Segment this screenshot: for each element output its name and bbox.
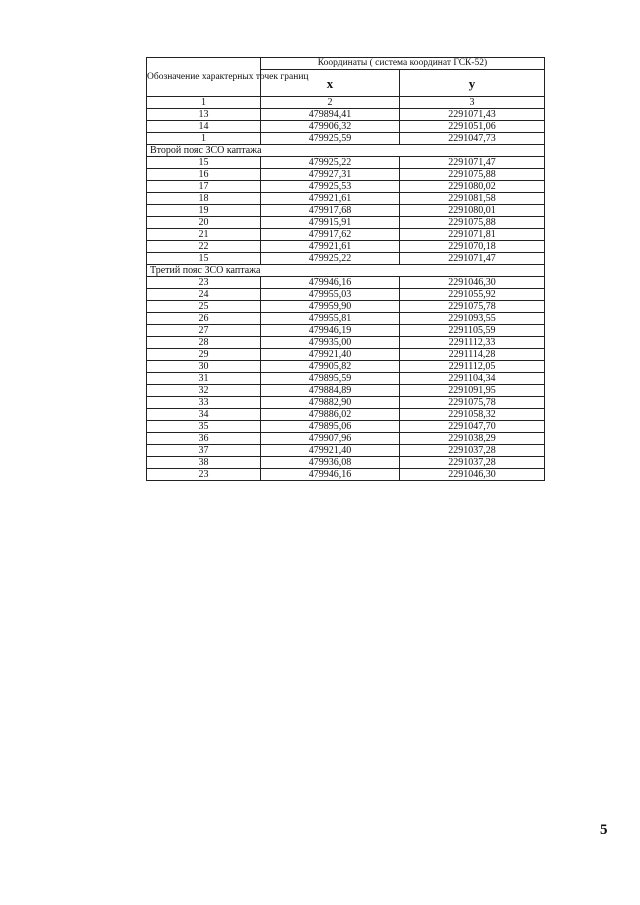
table-row: [147, 433, 545, 445]
x-coordinate-cell: 479925,53: [261, 181, 400, 193]
x-coordinate-cell: 479917,62: [261, 229, 400, 241]
y-coordinate-cell: 2291037,28: [400, 445, 545, 457]
table-row: [147, 373, 545, 385]
table-row: [147, 217, 545, 229]
point-cell: 27: [147, 325, 261, 337]
table-row: [147, 301, 545, 313]
x-coordinate-cell: 479925,22: [261, 157, 400, 169]
y-coordinate-cell: 2291046,30: [400, 469, 545, 481]
x-coordinate-cell: 479946,16: [261, 469, 400, 481]
x-coordinate-cell: 479905,82: [261, 361, 400, 373]
y-coordinate-cell: 2291037,28: [400, 457, 545, 469]
table-row: [147, 421, 545, 433]
point-cell: 21: [147, 229, 261, 241]
y-coordinate-cell: 2291075,78: [400, 301, 545, 313]
point-cell: 31: [147, 373, 261, 385]
y-axis-header: у: [400, 70, 545, 97]
x-coordinate-cell: 479959,90: [261, 301, 400, 313]
table-row: [147, 349, 545, 361]
point-cell: 22: [147, 241, 261, 253]
y-coordinate-cell: 2291091,95: [400, 385, 545, 397]
header-row-top: [147, 58, 545, 70]
x-coordinate-cell: 479895,06: [261, 421, 400, 433]
point-cell: 18: [147, 193, 261, 205]
table-row: [147, 277, 545, 289]
point-cell: 19: [147, 205, 261, 217]
y-coordinate-cell: 2291070,18: [400, 241, 545, 253]
x-coordinate-cell: 479927,31: [261, 169, 400, 181]
y-coordinate-cell: 2291071,47: [400, 157, 545, 169]
x-coordinate-cell: 479907,96: [261, 433, 400, 445]
y-coordinate-cell: 2291071,43: [400, 109, 545, 121]
point-cell: 25: [147, 301, 261, 313]
table-row: [147, 409, 545, 421]
x-coordinate-cell: 479921,61: [261, 193, 400, 205]
x-coordinate-cell: 479882,90: [261, 397, 400, 409]
point-cell: 15: [147, 157, 261, 169]
section-title: Второй пояс ЗСО каптажа: [147, 145, 545, 157]
y-coordinate-cell: 2291093,55: [400, 313, 545, 325]
point-cell: 13: [147, 109, 261, 121]
x-coordinate-cell: 479946,16: [261, 277, 400, 289]
x-coordinate-cell: 479946,19: [261, 325, 400, 337]
point-cell: 16: [147, 169, 261, 181]
y-coordinate-cell: 2291114,28: [400, 349, 545, 361]
x-coordinate-cell: 479955,81: [261, 313, 400, 325]
coordinates-system-header: Координаты ( система координат ГСК-52): [261, 58, 545, 70]
x-coordinate-cell: 479921,40: [261, 445, 400, 457]
y-coordinate-cell: 2291046,30: [400, 277, 545, 289]
y-coordinate-cell: 2291058,32: [400, 409, 545, 421]
point-cell: 28: [147, 337, 261, 349]
section-title-row: [147, 265, 545, 277]
point-cell: 24: [147, 289, 261, 301]
x-coordinate-cell: 479936,08: [261, 457, 400, 469]
point-cell: 35: [147, 421, 261, 433]
table-row: [147, 397, 545, 409]
y-coordinate-cell: 2291104,34: [400, 373, 545, 385]
point-cell: 23: [147, 277, 261, 289]
point-cell: 33: [147, 397, 261, 409]
section-title-row: [147, 145, 545, 157]
column-number-2: 2: [261, 97, 400, 109]
y-coordinate-cell: 2291080,01: [400, 205, 545, 217]
column-number-1: 1: [147, 97, 261, 109]
point-cell: 30: [147, 361, 261, 373]
table-row: [147, 181, 545, 193]
y-coordinate-cell: 2291080,02: [400, 181, 545, 193]
table-row: [147, 229, 545, 241]
y-coordinate-cell: 2291075,88: [400, 169, 545, 181]
y-coordinate-cell: 2291071,81: [400, 229, 545, 241]
point-cell: 20: [147, 217, 261, 229]
x-coordinate-cell: 479895,59: [261, 373, 400, 385]
table-row: [147, 253, 545, 265]
x-coordinate-cell: 479921,40: [261, 349, 400, 361]
page-number: 5: [600, 822, 608, 838]
table-row: [147, 313, 545, 325]
x-coordinate-cell: 479906,32: [261, 121, 400, 133]
y-coordinate-cell: 2291047,70: [400, 421, 545, 433]
y-coordinate-cell: 2291112,33: [400, 337, 545, 349]
table-row: [147, 445, 545, 457]
table-row: [147, 469, 545, 481]
point-cell: 32: [147, 385, 261, 397]
column-numbers-row: [147, 97, 545, 109]
point-cell: 36: [147, 433, 261, 445]
coordinates-table-body: [147, 58, 545, 481]
x-coordinate-cell: 479921,61: [261, 241, 400, 253]
point-cell: 15: [147, 253, 261, 265]
point-cell: 17: [147, 181, 261, 193]
section-title: Третий пояс ЗСО каптажа: [147, 265, 545, 277]
table-row: [147, 109, 545, 121]
point-cell: 34: [147, 409, 261, 421]
point-cell: 26: [147, 313, 261, 325]
x-axis-header: x: [261, 70, 400, 97]
table-row: [147, 205, 545, 217]
x-coordinate-cell: 479884,89: [261, 385, 400, 397]
point-cell: 14: [147, 121, 261, 133]
table-row: [147, 289, 545, 301]
y-coordinate-cell: 2291075,78: [400, 397, 545, 409]
y-coordinate-cell: 2291105,59: [400, 325, 545, 337]
point-designation-header: Обозначение характерных точек границ: [147, 58, 261, 97]
x-coordinate-cell: 479925,22: [261, 253, 400, 265]
table-row: [147, 169, 545, 181]
point-cell: 29: [147, 349, 261, 361]
x-coordinate-cell: 479886,02: [261, 409, 400, 421]
point-cell: 1: [147, 133, 261, 145]
y-coordinate-cell: 2291051,06: [400, 121, 545, 133]
table-row: [147, 361, 545, 373]
x-coordinate-cell: 479955,03: [261, 289, 400, 301]
y-coordinate-cell: 2291071,47: [400, 253, 545, 265]
y-coordinate-cell: 2291038,29: [400, 433, 545, 445]
point-cell: 38: [147, 457, 261, 469]
y-coordinate-cell: 2291081,58: [400, 193, 545, 205]
y-coordinate-cell: 2291047,73: [400, 133, 545, 145]
table-row: [147, 325, 545, 337]
table-row: [147, 337, 545, 349]
x-coordinate-cell: 479915,91: [261, 217, 400, 229]
y-coordinate-cell: 2291075,88: [400, 217, 545, 229]
x-coordinate-cell: 479917,68: [261, 205, 400, 217]
y-coordinate-cell: 2291055,92: [400, 289, 545, 301]
coordinates-table: [146, 57, 545, 481]
table-row: [147, 385, 545, 397]
point-cell: 37: [147, 445, 261, 457]
table-row: [147, 157, 545, 169]
column-number-3: 3: [400, 97, 545, 109]
x-coordinate-cell: 479935,00: [261, 337, 400, 349]
table-row: [147, 457, 545, 469]
table-row: [147, 193, 545, 205]
table-row: [147, 121, 545, 133]
x-coordinate-cell: 479894,41: [261, 109, 400, 121]
point-cell: 23: [147, 469, 261, 481]
y-coordinate-cell: 2291112,05: [400, 361, 545, 373]
table-row: [147, 241, 545, 253]
x-coordinate-cell: 479925,59: [261, 133, 400, 145]
table-row: [147, 133, 545, 145]
